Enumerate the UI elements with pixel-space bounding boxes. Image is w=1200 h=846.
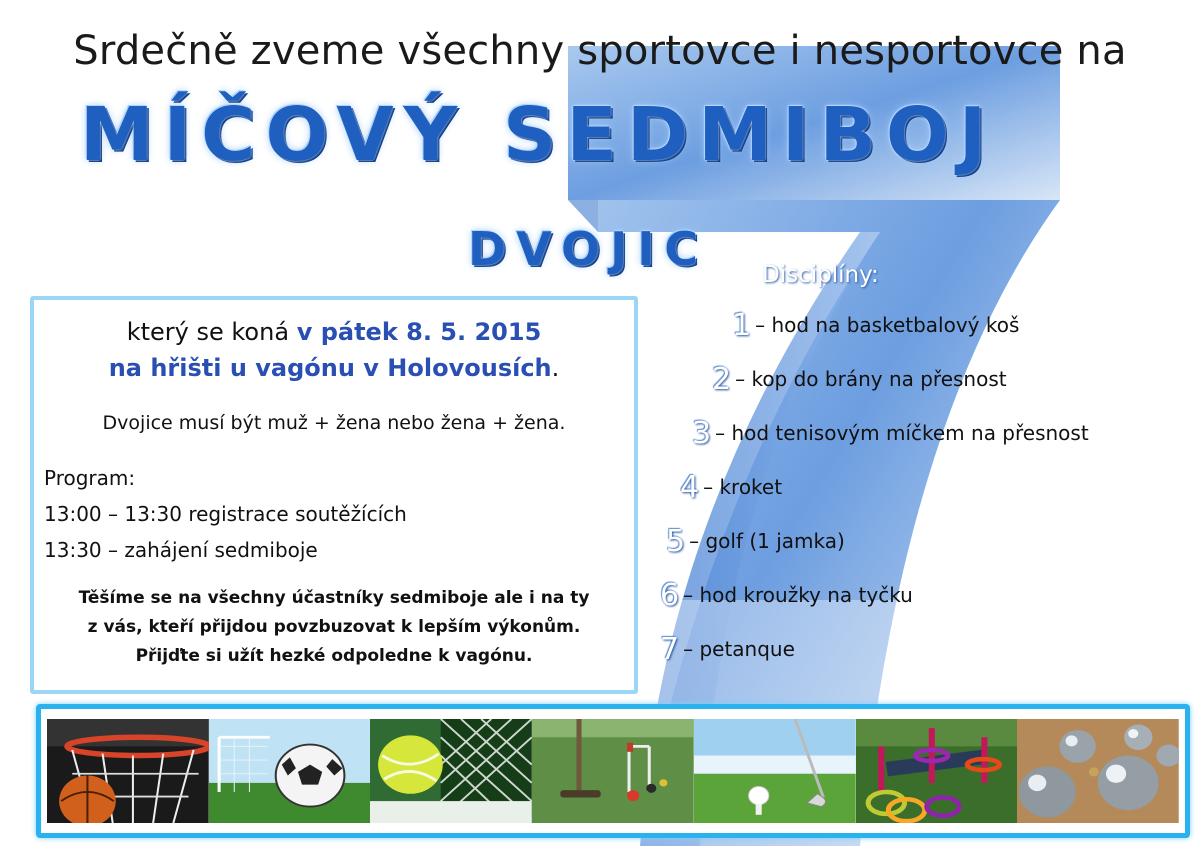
discipline-item	[692, 416, 1089, 451]
invitation-headline: Srdečně zveme všechny sportovce i nesportovce na	[73, 28, 1127, 74]
discipline-number: 3	[692, 416, 712, 451]
disciplines-title: Disciplíny:	[762, 262, 879, 288]
closing-line: Přijďte si užít hezké odpoledne k vagónu.	[135, 646, 533, 666]
event-date-line	[34, 318, 634, 346]
discipline-item	[660, 578, 913, 613]
discipline-label: – hod kroužky na tyčku	[683, 583, 913, 607]
tennis-ball-net-photo	[370, 719, 532, 823]
location-suffix: .	[551, 354, 560, 382]
closing-message	[34, 584, 634, 671]
discipline-item	[680, 470, 782, 505]
closing-line: z vás, kteří přijdou povzbuzovat k lepším výkonům.	[87, 617, 581, 637]
discipline-label: – kroket	[703, 475, 783, 499]
discipline-number: 2	[712, 362, 732, 397]
discipline-number: 7	[660, 632, 680, 667]
discipline-number: 6	[660, 578, 680, 613]
soccer-ball-photo	[209, 719, 371, 823]
basketball-hoop-photo	[47, 719, 209, 823]
discipline-label: – kop do brány na přesnost	[735, 367, 1007, 391]
discipline-number: 5	[666, 524, 686, 559]
discipline-label: – golf (1 jamka)	[689, 529, 845, 553]
closing-line: Těšíme se na všechny účastníky sedmiboje ale i na ty	[78, 588, 590, 608]
discipline-item	[660, 632, 795, 667]
program-section	[44, 460, 407, 568]
date-prefix: který se koná	[126, 318, 290, 346]
discipline-label: – petanque	[683, 637, 795, 661]
discipline-item	[712, 362, 1007, 397]
program-item: 13:30 – zahájení sedmiboje	[44, 538, 318, 562]
couples-rule: Dvojice musí být muž + žena nebo žena + žena.	[102, 412, 566, 434]
discipline-number: 1	[732, 308, 752, 343]
discipline-item	[732, 308, 1019, 343]
program-label: Program:	[44, 466, 136, 490]
event-title: MÍČOVÝ SEDMIBOJ	[80, 92, 997, 178]
event-date: v pátek 8. 5. 2015	[296, 318, 542, 346]
croquet-photo	[532, 719, 694, 823]
discipline-label: – hod tenisovým míčkem na přesnost	[715, 421, 1089, 445]
ring-toss-photo	[856, 719, 1018, 823]
discipline-label: – hod na basketbalový koš	[755, 313, 1020, 337]
program-item: 13:00 – 13:30 registrace soutěžících	[44, 502, 407, 526]
event-info-box	[30, 296, 638, 694]
event-location-line	[34, 354, 634, 382]
discipline-item	[666, 524, 845, 559]
discipline-number: 4	[680, 470, 700, 505]
event-subtitle: DVOJIC	[468, 222, 709, 276]
event-location: na hřišti u vagónu v Holovousích	[108, 354, 552, 382]
petanque-photo	[1017, 719, 1179, 823]
sports-photo-strip	[36, 704, 1190, 838]
golf-photo	[694, 719, 856, 823]
